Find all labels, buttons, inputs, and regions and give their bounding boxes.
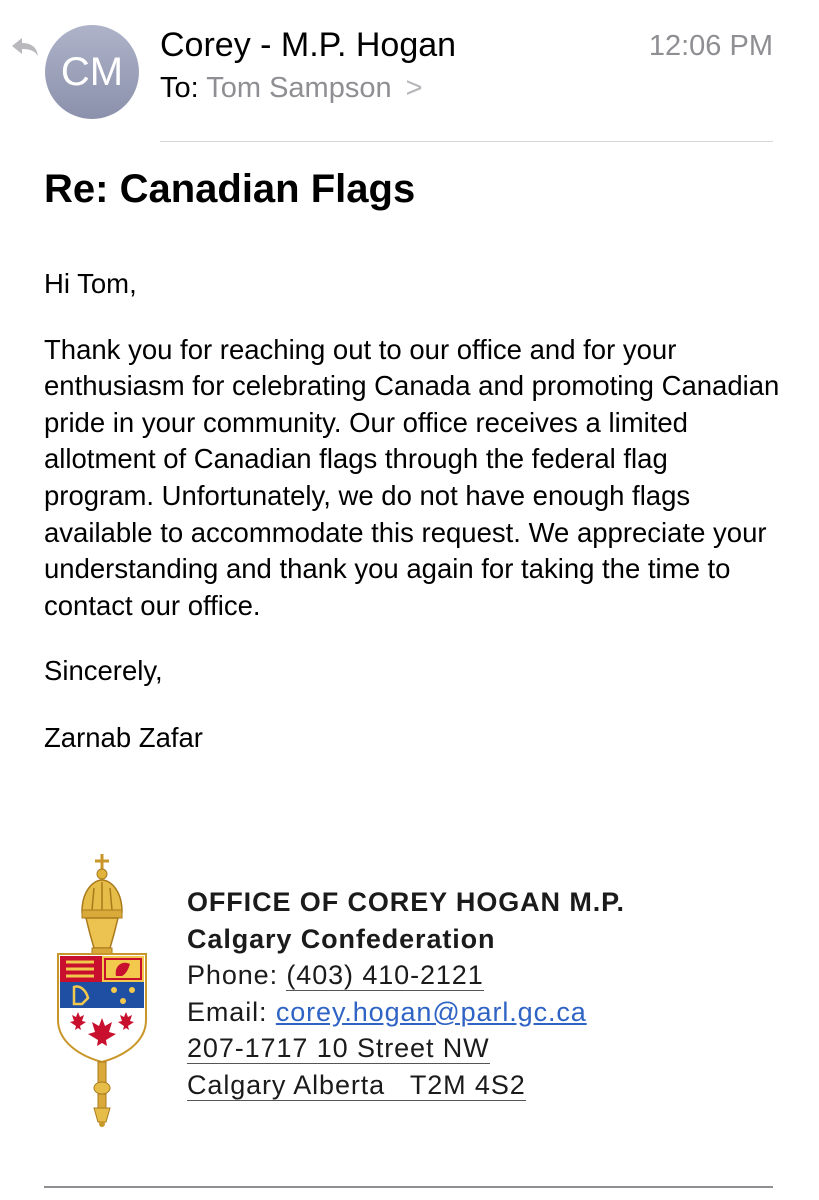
reply-icon[interactable]	[10, 36, 40, 58]
closing: Sincerely,	[44, 655, 163, 687]
sender-name[interactable]: Corey - M.P. Hogan	[160, 26, 457, 64]
avatar-initials: CM	[60, 49, 124, 94]
phone-line	[187, 957, 625, 994]
phone-number-link[interactable]: (403) 410-2121	[286, 960, 484, 990]
signer-name: Zarnab Zafar	[44, 722, 203, 753]
chevron-right-icon[interactable]: >	[405, 72, 423, 104]
email-link[interactable]: corey.hogan@parl.gc.ca	[275, 996, 587, 1027]
recipient-row[interactable]	[160, 72, 423, 105]
email-label: Email:	[187, 996, 268, 1027]
to-label: To:	[160, 72, 199, 104]
phone-label: Phone:	[187, 960, 278, 990]
email-line	[187, 994, 625, 1031]
body-paragraph: Thank you for reaching out to our office and for your enthusiasm for celebrating Canada and promoting Canadian pride in your community. Our office receives a limited allotment of Canadian flags through the federal flag program. Unfortunately, we do not have enough flags available to accommodate this request. We appreciate your understanding and thank you again for taking the time to contact our office.	[44, 333, 780, 621]
address-2-text[interactable]: Calgary Alberta T2M 4S2	[187, 1069, 526, 1100]
parliament-crest-logo	[52, 852, 156, 1128]
riding-name: Calgary Confederation	[187, 923, 496, 954]
avatar[interactable]	[45, 25, 139, 119]
address-line-2[interactable]	[187, 1067, 625, 1104]
address-line-1[interactable]	[187, 1030, 625, 1067]
recipient-name[interactable]: Tom Sampson	[206, 72, 392, 104]
footer-divider	[44, 1186, 773, 1188]
message-subject: Re: Canadian Flags	[44, 167, 416, 211]
signature-block	[187, 884, 625, 1103]
greeting: Hi Tom,	[44, 268, 137, 299]
message-time: 12:06 PM	[648, 30, 773, 62]
header-divider	[160, 141, 773, 142]
address-1-text[interactable]: 207-1717 10 Street NW	[187, 1033, 490, 1063]
message-body	[44, 266, 784, 719]
office-name: OFFICE OF COREY HOGAN M.P.	[187, 887, 625, 917]
